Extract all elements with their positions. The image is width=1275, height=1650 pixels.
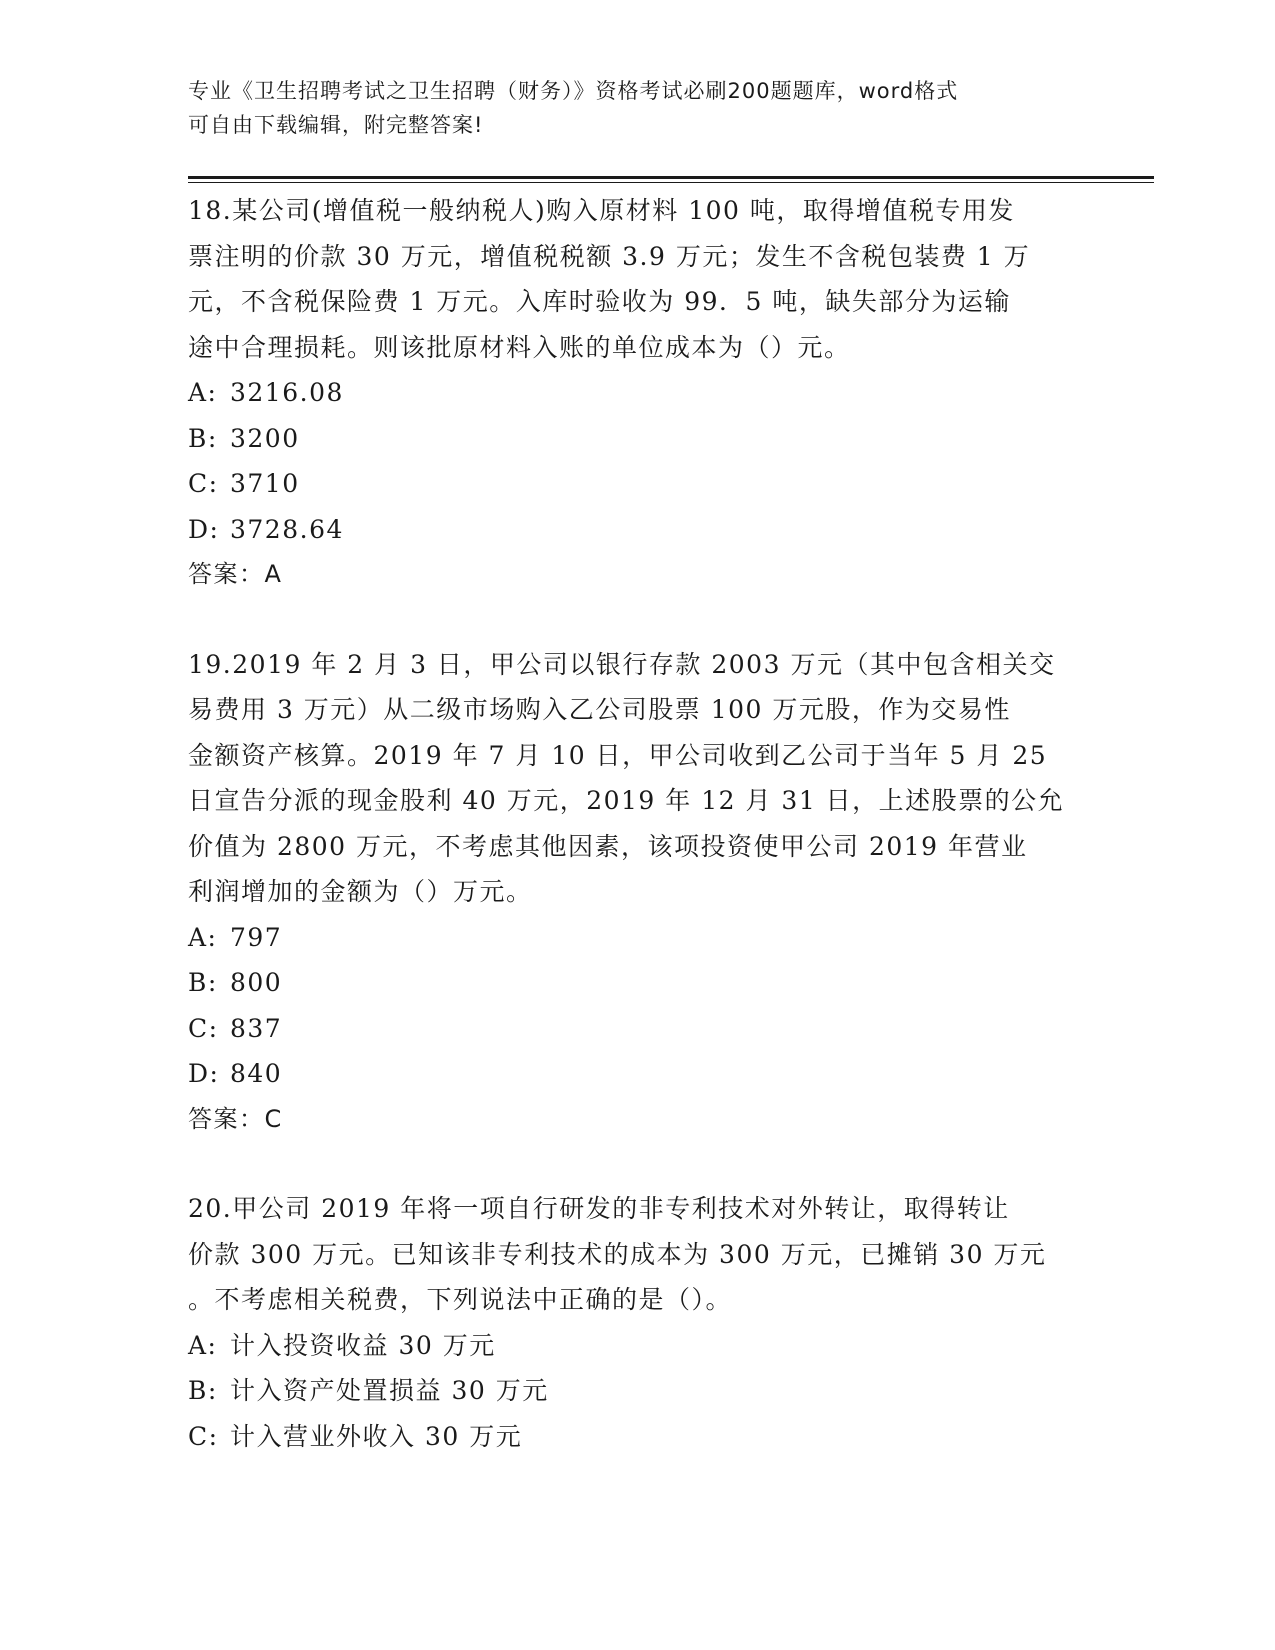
option-d bbox=[188, 507, 1088, 553]
option-b bbox=[188, 1368, 1088, 1414]
option-letter: B: bbox=[188, 423, 218, 453]
question-spacer bbox=[188, 1142, 1088, 1186]
question-text-line: 易费用 3 万元）从二级市场购入乙公司股票 100 万元股，作为交易性 bbox=[188, 695, 1011, 724]
document-header bbox=[188, 74, 1088, 142]
question-text-line: 金额资产核算。2019 年 7 月 10 日，甲公司收到乙公司于当年 5 月 25 bbox=[188, 740, 1048, 770]
option-letter: C: bbox=[188, 469, 219, 498]
option-text: 3710 bbox=[230, 469, 300, 498]
question-20 bbox=[188, 1186, 1088, 1459]
question-text-line: 19.2019 年 2 月 3 日，甲公司以银行存款 2003 万元（其中包含相关交 bbox=[188, 649, 1056, 679]
option-text: 计入投资收益 30 万元 bbox=[230, 1330, 496, 1360]
option-a bbox=[188, 370, 1088, 416]
question-text-line: 。不考虑相关税费，下列说法中正确的是（）。 bbox=[188, 1285, 733, 1314]
question-text-line: 价值为 2800 万元，不考虑其他因素，该项投资使甲公司 2019 年营业 bbox=[188, 831, 1028, 861]
question-text-line: 元，不含税保险费 1 万元。入库时验收为 99．5 吨，缺失部分为运输 bbox=[188, 287, 1011, 316]
option-text: 837 bbox=[230, 1013, 283, 1043]
option-d bbox=[188, 1051, 1088, 1097]
option-letter: A: bbox=[188, 1330, 218, 1360]
option-letter: A: bbox=[188, 378, 218, 407]
option-a bbox=[188, 915, 1088, 961]
header-divider-thick bbox=[188, 176, 1154, 179]
option-text: 3200 bbox=[230, 423, 300, 453]
question-text-line: 价款 300 万元。已知该非专利技术的成本为 300 万元，已摊销 30 万元 bbox=[188, 1239, 1047, 1269]
option-b bbox=[188, 416, 1088, 462]
question-spacer bbox=[188, 598, 1088, 642]
option-letter: A: bbox=[188, 922, 218, 952]
option-a bbox=[188, 1323, 1088, 1369]
option-text: 840 bbox=[230, 1059, 283, 1088]
option-text: 3728.64 bbox=[230, 514, 344, 544]
question-19 bbox=[188, 642, 1088, 1143]
option-text: 3216.08 bbox=[230, 378, 344, 407]
option-text: 计入营业外收入 30 万元 bbox=[230, 1421, 523, 1451]
option-c bbox=[188, 461, 1088, 507]
option-letter: B: bbox=[188, 1376, 218, 1405]
header-divider-thin bbox=[188, 182, 1154, 183]
option-c bbox=[188, 1414, 1088, 1460]
option-letter: D: bbox=[188, 1059, 220, 1088]
question-text-line: 利润增加的金额为（）万元。 bbox=[188, 877, 533, 906]
option-text: 计入资产处置损益 30 万元 bbox=[230, 1376, 549, 1405]
option-text: 797 bbox=[230, 922, 283, 952]
question-list bbox=[188, 188, 1088, 1459]
header-title-line-1: 专业《卫生招聘考试之卫生招聘（财务）》资格考试必刷200题题库，word格式 bbox=[188, 79, 959, 103]
question-text-line: 日宣告分派的现金股利 40 万元，2019 年 12 月 31 日，上述股票的公允 bbox=[188, 786, 1065, 815]
option-b bbox=[188, 960, 1088, 1006]
option-text: 800 bbox=[230, 968, 283, 997]
question-text-line: 票注明的价款 30 万元，增值税税额 3.9 万元；发生不含税包装费 1 万 bbox=[188, 241, 1031, 271]
question-text-line: 18.某公司(增值税一般纳税人)购入原材料 100 吨，取得增值税专用发 bbox=[188, 196, 1015, 225]
question-18 bbox=[188, 188, 1088, 598]
answer-label: 答案：C bbox=[188, 1104, 283, 1133]
option-letter: C: bbox=[188, 1013, 219, 1043]
option-c bbox=[188, 1006, 1088, 1052]
option-letter: C: bbox=[188, 1421, 219, 1451]
header-title-line-2: 可自由下载编辑，附完整答案! bbox=[188, 113, 484, 137]
answer-label: 答案：A bbox=[188, 560, 283, 588]
question-text-line: 20.甲公司 2019 年将一项自行研发的非专利技术对外转让，取得转让 bbox=[188, 1194, 1010, 1223]
option-letter: B: bbox=[188, 968, 218, 997]
option-letter: D: bbox=[188, 514, 220, 544]
question-text-line: 途中合理损耗。则该批原材料入账的单位成本为（）元。 bbox=[188, 332, 851, 362]
